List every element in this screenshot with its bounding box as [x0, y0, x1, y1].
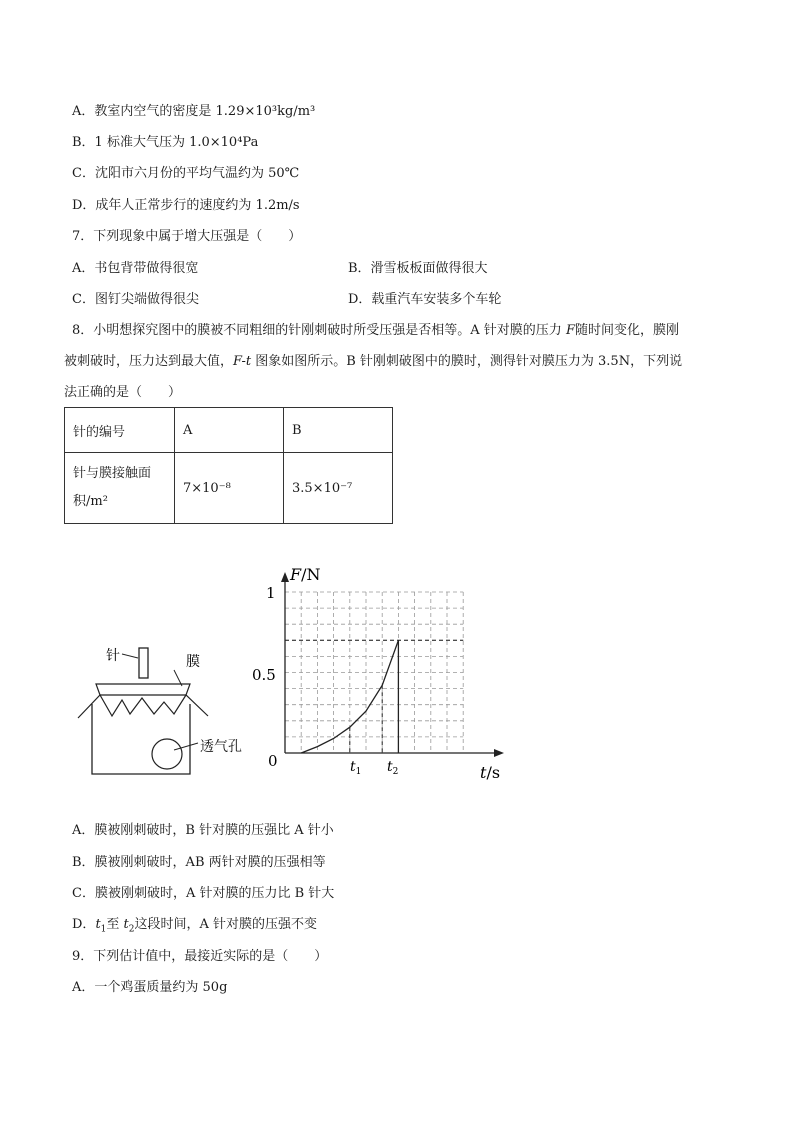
q6-option-d: D．成年人正常步行的速度约为 1.2m/s [72, 198, 300, 213]
x-tick-label-t1: $t_1$ [350, 759, 362, 777]
q8-option-a: A．膜被刚刺破时，B 针对膜的压强比 A 针小 [72, 823, 334, 838]
row-label-line2: 积/m² [73, 494, 108, 509]
table-row [65, 453, 393, 524]
chart-guides [285, 640, 463, 753]
label-needle: 针 [106, 648, 120, 664]
q7-option-c: C．图钉尖端做得很尖 [72, 292, 199, 307]
row-label-line1: 针与膜接触面 [73, 466, 152, 481]
table-cell: 3.5×10⁻⁷ [284, 453, 393, 524]
table-cell: 7×10⁻⁸ [175, 453, 284, 524]
table-header-cell: 针的编号 [65, 408, 175, 453]
hole-circle [152, 739, 182, 769]
q7-stem: 7．下列现象中属于增大压强是（ ） [72, 229, 302, 244]
q7-option-b: B．滑雪板板面做得很大 [348, 261, 488, 276]
jar-body [92, 704, 190, 774]
apparatus-figure [70, 640, 220, 780]
q9-stem: 9．下列估计值中，最接近实际的是（ ） [72, 949, 328, 964]
q8-stem-line3: 法正确的是（ ） [64, 385, 182, 400]
needle-shape [139, 648, 148, 678]
needle-table [64, 407, 393, 524]
q6-option-a: A．教室内空气的密度是 1.29×10³kg/m³ [72, 104, 316, 119]
needle-pointer-line [122, 654, 138, 658]
q7-option-d: D．载重汽车安装多个车轮 [348, 292, 502, 307]
table-row-label [65, 453, 175, 524]
q8-stem-line2: 被刺破时，压力达到最大值，F-t 图象如图所示。B 针刚刺破图中的膜时，测得针对膜压力为 3.5N，下列说 [64, 354, 683, 369]
q6-option-c: C．沈阳市六月份的平均气温约为 50℃ [72, 166, 300, 181]
q9-option-a: A．一个鸡蛋质量约为 50g [72, 980, 228, 995]
label-hole: 透气孔 [200, 739, 242, 755]
chart-grid [285, 592, 463, 753]
table-header-row [65, 408, 393, 453]
film-band [96, 684, 190, 695]
ft-chart [248, 560, 512, 785]
label-film: 膜 [186, 654, 200, 670]
y-tick-label: 0 [268, 752, 278, 770]
q8-option-b: B．膜被刚刺破时，AB 两针对膜的压强相等 [72, 855, 326, 870]
q8-stem-line1: 8．小明想探究图中的膜被不同粗细的针刚刺破时所受压强是否相等。A 针对膜的压力 F随时间变化，膜刚 [72, 323, 679, 338]
x-axis-arrow [494, 749, 504, 757]
y-axis-arrow [281, 572, 289, 582]
y-tick-label: 0.5 [252, 666, 276, 684]
film-torn-edge [78, 695, 208, 718]
table-header-cell: A [175, 408, 284, 453]
x-axis-label: t/s [480, 763, 501, 782]
table-header-cell: B [284, 408, 393, 453]
q7-option-a: A．书包背带做得很宽 [72, 261, 199, 276]
y-axis-label: F/N [290, 565, 321, 584]
q8-option-d: D．$t_1$至 $t_2$这段时间，A 针对膜的压强不变 [72, 917, 318, 935]
q6-option-b: B．1 标准大气压为 1.0×10⁴Pa [72, 135, 259, 150]
y-tick-label: 1 [266, 584, 276, 602]
x-tick-label-t2: $t_2$ [387, 759, 399, 777]
q8-option-c: C．膜被刚刺破时，A 针对膜的压力比 B 针大 [72, 886, 335, 901]
